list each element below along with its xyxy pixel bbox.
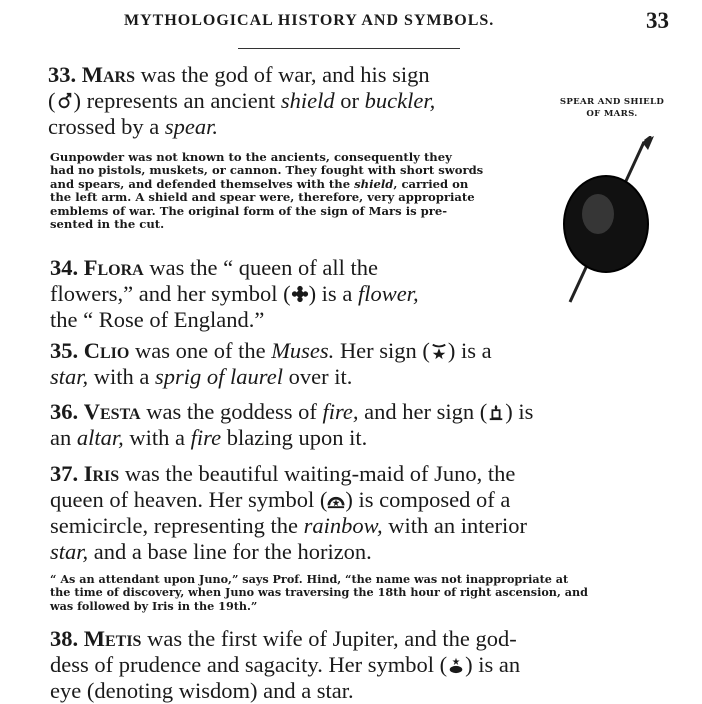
p33-l2-text: ) represents an ancient (73, 88, 276, 113)
flower-sign-icon (291, 285, 309, 303)
p36-name: Vesta (83, 399, 141, 424)
p35-l1-text: was one of the (134, 338, 266, 363)
p35-number: 35. (50, 338, 79, 363)
p33-note-line-1: Gunpowder was not known to the ancients, consequently they (50, 150, 452, 164)
p34-line-2 (50, 281, 512, 307)
p36-l2-text-2: with a (129, 425, 186, 450)
p37-l4-text: and a base line for the horizon. (93, 539, 372, 564)
p33-note-text-2: , carried on (393, 176, 469, 191)
paragraph-35 (50, 338, 674, 390)
header-rule (238, 48, 460, 49)
p35-line-2 (50, 364, 674, 390)
clio-sign-icon (430, 342, 448, 360)
paragraph-33-note (50, 151, 516, 231)
p36-l1-text-2: and her sign ( (364, 399, 488, 424)
p33-shield-word: shield (280, 88, 335, 113)
p35-l2-text: with a (93, 364, 150, 389)
p35-muses-word: Muses. (271, 338, 335, 363)
p37-l2-text-2: ) is composed of a (345, 487, 511, 512)
p34-name: Flora (83, 255, 144, 280)
p36-line-1 (50, 399, 674, 425)
page-header (0, 6, 702, 36)
p36-l1-text: was the goddess of (146, 399, 317, 424)
p33-or-word: or (340, 88, 360, 113)
p38-l1-text: was the first wife of Jupiter, and the god- (147, 626, 517, 651)
p34-line-1 (50, 255, 512, 281)
p33-note-line-2: had no pistols, muskets, or cannon. They fought with short swords (50, 163, 484, 178)
p33-number: 33. (48, 62, 77, 87)
paragraph-34 (50, 255, 512, 333)
figure-caption-line-1: SPEAR AND SHIELD (559, 97, 665, 107)
p35-sprig-phrase: sprig of laurel (155, 364, 283, 389)
p37-l3-text: semicircle, representing the (50, 513, 299, 538)
p34-line-3: the “ Rose of England.” (50, 307, 265, 332)
p35-line-1 (50, 338, 674, 364)
p34-l2-text: flowers,” and her symbol ( (50, 281, 291, 306)
p36-number: 36. (50, 399, 79, 424)
p33-line-3 (48, 114, 522, 140)
p36-altar-word: altar, (76, 425, 124, 450)
p38-line-2 (50, 652, 674, 678)
p33-note-line-5: emblems of war. The original form of the sign of Mars is pre- (50, 203, 448, 218)
p37-note-line-1: “ As an attendant upon Juno,” says Prof. Hind, “the name was not inappropriate at (50, 572, 569, 586)
p37-l1-text: was the beautiful waiting-maid of Juno, the (124, 461, 516, 486)
p33-name: Mars (81, 62, 135, 87)
figure-caption (532, 96, 692, 120)
p35-name: Clio (83, 338, 130, 363)
p38-l2-text-2: ) is an (465, 652, 521, 677)
figure-caption-line-2: OF MARS. (586, 109, 638, 119)
p36-l2-text-3: blazing upon it. (226, 425, 368, 450)
p36-fire-word: fire, (322, 399, 359, 424)
mars-sign-icon (56, 92, 74, 110)
p35-l1-text-2: Her sign ( (339, 338, 430, 363)
p33-note-text: and spears, and defended themselves with the (50, 176, 355, 191)
p37-star-word: star, (50, 539, 89, 564)
iris-sign-icon (327, 491, 345, 509)
p37-rainbow-word: rainbow, (303, 513, 383, 538)
spear-and-shield-illustration (548, 136, 668, 306)
p33-line-2 (48, 88, 522, 114)
p33-buckler-word: buckler, (364, 88, 436, 113)
p33-spear-word: spear. (164, 114, 218, 139)
paragraph-33 (48, 62, 522, 140)
p33-line-1 (48, 62, 522, 88)
paragraph-37-note (50, 573, 674, 613)
p33-note-line-6: sented in the cut. (50, 217, 165, 232)
p37-line-2 (50, 487, 674, 513)
p38-number: 38. (50, 626, 79, 651)
p37-line-4 (50, 539, 674, 565)
paragraph-37 (50, 461, 674, 565)
p34-number: 34. (50, 255, 79, 280)
shield-highlight (582, 194, 614, 234)
p38-name: Metis (83, 626, 142, 651)
p34-l1-text: was the “ queen of all the (149, 255, 379, 280)
p35-l1-text-3: ) is a (447, 338, 492, 363)
p33-l1-text: was the god of war, and his sign (140, 62, 430, 87)
p38-line-3: eye (denoting wisdom) and a star. (50, 678, 354, 703)
p36-l1-text-3: ) is (505, 399, 534, 424)
p35-l2-text-2: over it. (288, 364, 353, 389)
p33-note-line-4: the left arm. A shield and spear were, therefore, very appropriate (50, 190, 475, 205)
altar-sign-icon (487, 403, 505, 421)
page-number: 33 (646, 8, 669, 33)
p36-fire-word-2: fire (190, 425, 222, 450)
p37-number: 37. (50, 461, 79, 486)
p37-note-line-3: was followed by Iris in the 19th.” (50, 598, 258, 613)
p38-line-1 (50, 626, 674, 652)
p35-star-word: star, (50, 364, 89, 389)
paragraph-36 (50, 399, 674, 451)
p36-line-2 (50, 425, 674, 451)
p33-l2-open: ( (48, 88, 56, 113)
p37-l2-text: queen of heaven. Her symbol ( (50, 487, 328, 512)
p33-l3-text: crossed by a (48, 114, 160, 139)
p34-l2-text-2: ) is a (308, 281, 353, 306)
p37-line-1 (50, 461, 674, 487)
p34-flower-word: flower, (357, 281, 419, 306)
running-title: MYTHOLOGICAL HISTORY AND SYMBOLS. (124, 12, 495, 29)
metis-sign-icon (447, 656, 465, 674)
p37-l3-text-2: with an interior (388, 513, 527, 538)
p37-name: Iris (83, 461, 120, 486)
paragraph-38 (50, 626, 674, 704)
p38-l2-text: dess of prudence and sagacity. Her symbol ( (50, 652, 448, 677)
p37-note-line-2: the time of discovery, when Juno was traversing the 18th hour of right ascension, and (50, 585, 588, 600)
p33-note-line-3 (50, 178, 516, 191)
p36-l2-text: an (50, 425, 72, 450)
p37-line-3 (50, 513, 674, 539)
p33-note-shield: shield (354, 176, 394, 191)
